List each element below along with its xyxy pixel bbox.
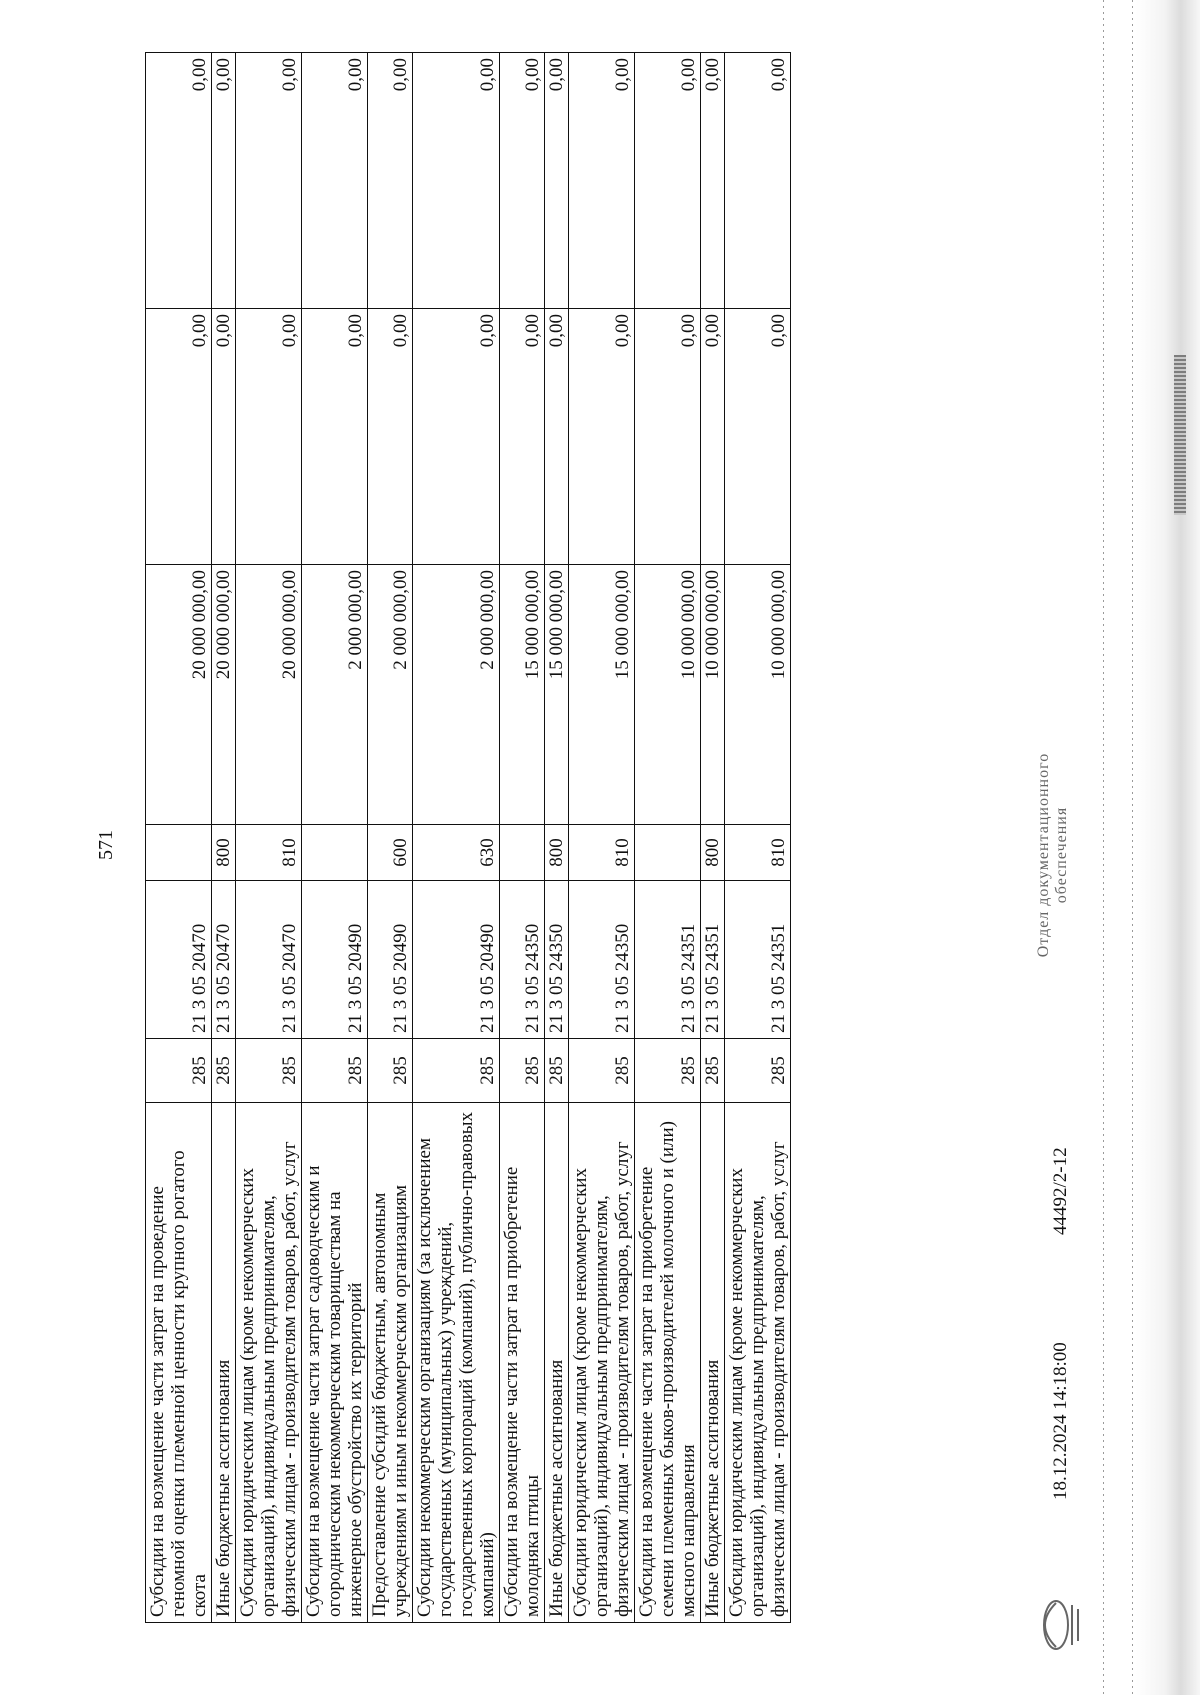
stamp-line-1: Отдел документационного — [1035, 752, 1052, 958]
row-label: Иные бюджетные ассигнования — [212, 1103, 236, 1623]
table-row — [725, 53, 791, 1623]
year3-amount: 0,00 — [569, 53, 635, 309]
amount-cell: 10 000 000,00 — [701, 565, 725, 825]
expense-type: 810 — [725, 825, 791, 881]
expense-type — [635, 825, 701, 881]
table-row — [368, 53, 413, 1623]
table-row — [146, 53, 212, 1623]
table-row — [500, 53, 545, 1623]
year3-amount: 0,00 — [725, 53, 791, 309]
table-row — [545, 53, 569, 1623]
ministry-code: 285 — [725, 1039, 791, 1103]
table-row — [236, 53, 302, 1623]
year3-amount: 0,00 — [500, 53, 545, 309]
row-label: Субсидии юридическим лицам (кроме некоммерческих организаций), индивидуальным предпринимателям, физическим лицам - производителям товаров, работ, услуг — [569, 1103, 635, 1623]
table-row — [413, 53, 500, 1623]
stamp-line-2: обеспечения — [1053, 806, 1070, 904]
footer-date: 18.12.2024 14:18:00 — [1050, 1342, 1071, 1500]
ministry-code: 285 — [212, 1039, 236, 1103]
year2-amount: 0,00 — [302, 309, 368, 565]
table-row — [212, 53, 236, 1623]
target-code: 21 3 05 20470 — [212, 881, 236, 1039]
footer-doc-id: 44492/2-12 — [1050, 1147, 1071, 1235]
amount-cell: 15 000 000,00 — [500, 565, 545, 825]
ministry-code: 285 — [635, 1039, 701, 1103]
year3-amount: 0,00 — [212, 53, 236, 309]
amount-cell: 20 000 000,00 — [212, 565, 236, 825]
target-code: 21 3 05 20470 — [146, 881, 212, 1039]
amount-cell: 2 000 000,00 — [413, 565, 500, 825]
row-label: Субсидии на возмещение части затрат на проведение геномной оценки племенной ценности крупного рогатого скота — [146, 1103, 212, 1623]
expense-type: 810 — [569, 825, 635, 881]
target-code: 21 3 05 20470 — [236, 881, 302, 1039]
year2-amount: 0,00 — [500, 309, 545, 565]
expense-type: 600 — [368, 825, 413, 881]
ministry-code: 285 — [302, 1039, 368, 1103]
amount-cell: 2 000 000,00 — [368, 565, 413, 825]
footer-stamp — [1035, 735, 1071, 975]
amount-cell: 20 000 000,00 — [146, 565, 212, 825]
ministry-code: 285 — [500, 1039, 545, 1103]
ministry-code: 285 — [146, 1039, 212, 1103]
budget-table — [145, 52, 791, 1623]
page-number: 571 — [95, 830, 117, 860]
year3-amount: 0,00 — [146, 53, 212, 309]
expense-type: 800 — [545, 825, 569, 881]
amount-cell: 15 000 000,00 — [545, 565, 569, 825]
target-code: 21 3 05 20490 — [368, 881, 413, 1039]
year3-amount: 0,00 — [701, 53, 725, 309]
budget-table-body — [146, 53, 791, 1623]
expense-type — [146, 825, 212, 881]
row-label: Предоставление субсидий бюджетным, автономным учреждениям и иным некоммерческим организациям — [368, 1103, 413, 1623]
table-row — [569, 53, 635, 1623]
row-label: Субсидии на возмещение части затрат садоводческим и огородническим некоммерческим товариществам на инженерное обустройство их территорий — [302, 1103, 368, 1623]
year2-amount: 0,00 — [725, 309, 791, 565]
logo-seal — [1030, 1595, 1086, 1655]
year3-amount: 0,00 — [302, 53, 368, 309]
year2-amount: 0,00 — [368, 309, 413, 565]
row-label: Иные бюджетные ассигнования — [701, 1103, 725, 1623]
year2-amount: 0,00 — [413, 309, 500, 565]
year3-amount: 0,00 — [413, 53, 500, 309]
row-label: Субсидии на возмещение части затрат на приобретение молодняка птицы — [500, 1103, 545, 1623]
table-row — [302, 53, 368, 1623]
row-label: Субсидии на возмещение части затрат на приобретение семени племенных быков-производителей молочного и (или) мясного направления — [635, 1103, 701, 1623]
ministry-code: 285 — [545, 1039, 569, 1103]
amount-cell: 15 000 000,00 — [569, 565, 635, 825]
table-row — [701, 53, 725, 1623]
year2-amount: 0,00 — [212, 309, 236, 565]
target-code: 21 3 05 24351 — [725, 881, 791, 1039]
row-label: Иные бюджетные ассигнования — [545, 1103, 569, 1623]
year2-amount: 0,00 — [146, 309, 212, 565]
ministry-code: 285 — [236, 1039, 302, 1103]
expense-type: 800 — [212, 825, 236, 881]
amount-cell: 20 000 000,00 — [236, 565, 302, 825]
ministry-code: 285 — [569, 1039, 635, 1103]
year3-amount: 0,00 — [635, 53, 701, 309]
ministry-code: 285 — [413, 1039, 500, 1103]
year2-amount: 0,00 — [635, 309, 701, 565]
row-label: Субсидии некоммерческим организациям (за исключением государственных (муниципальных) учреждений, государственных корпораций (компаний), публично-правовых компаний) — [413, 1103, 500, 1623]
year2-amount: 0,00 — [545, 309, 569, 565]
year3-amount: 0,00 — [368, 53, 413, 309]
target-code: 21 3 05 24350 — [500, 881, 545, 1039]
target-code: 21 3 05 20490 — [413, 881, 500, 1039]
row-label: Субсидии юридическим лицам (кроме некоммерческих организаций), индивидуальным предпринимателям, физическим лицам - производителям товаров, работ, услуг — [725, 1103, 791, 1623]
ministry-code: 285 — [368, 1039, 413, 1103]
expense-type: 800 — [701, 825, 725, 881]
amount-cell: 2 000 000,00 — [302, 565, 368, 825]
target-code: 21 3 05 20490 — [302, 881, 368, 1039]
expense-type: 630 — [413, 825, 500, 881]
expense-type — [500, 825, 545, 881]
amount-cell: 10 000 000,00 — [635, 565, 701, 825]
ministry-code: 285 — [701, 1039, 725, 1103]
year2-amount: 0,00 — [701, 309, 725, 565]
expense-type: 810 — [236, 825, 302, 881]
year2-amount: 0,00 — [236, 309, 302, 565]
table-row — [635, 53, 701, 1623]
target-code: 21 3 05 24351 — [701, 881, 725, 1039]
expense-type — [302, 825, 368, 881]
target-code: 21 3 05 24351 — [635, 881, 701, 1039]
year3-amount: 0,00 — [545, 53, 569, 309]
amount-cell: 10 000 000,00 — [725, 565, 791, 825]
year3-amount: 0,00 — [236, 53, 302, 309]
target-code: 21 3 05 24350 — [545, 881, 569, 1039]
row-label: Субсидии юридическим лицам (кроме некоммерческих организаций), индивидуальным предпринимателям, физическим лицам - производителям товаров, работ, услуг — [236, 1103, 302, 1623]
year2-amount: 0,00 — [569, 309, 635, 565]
target-code: 21 3 05 24350 — [569, 881, 635, 1039]
